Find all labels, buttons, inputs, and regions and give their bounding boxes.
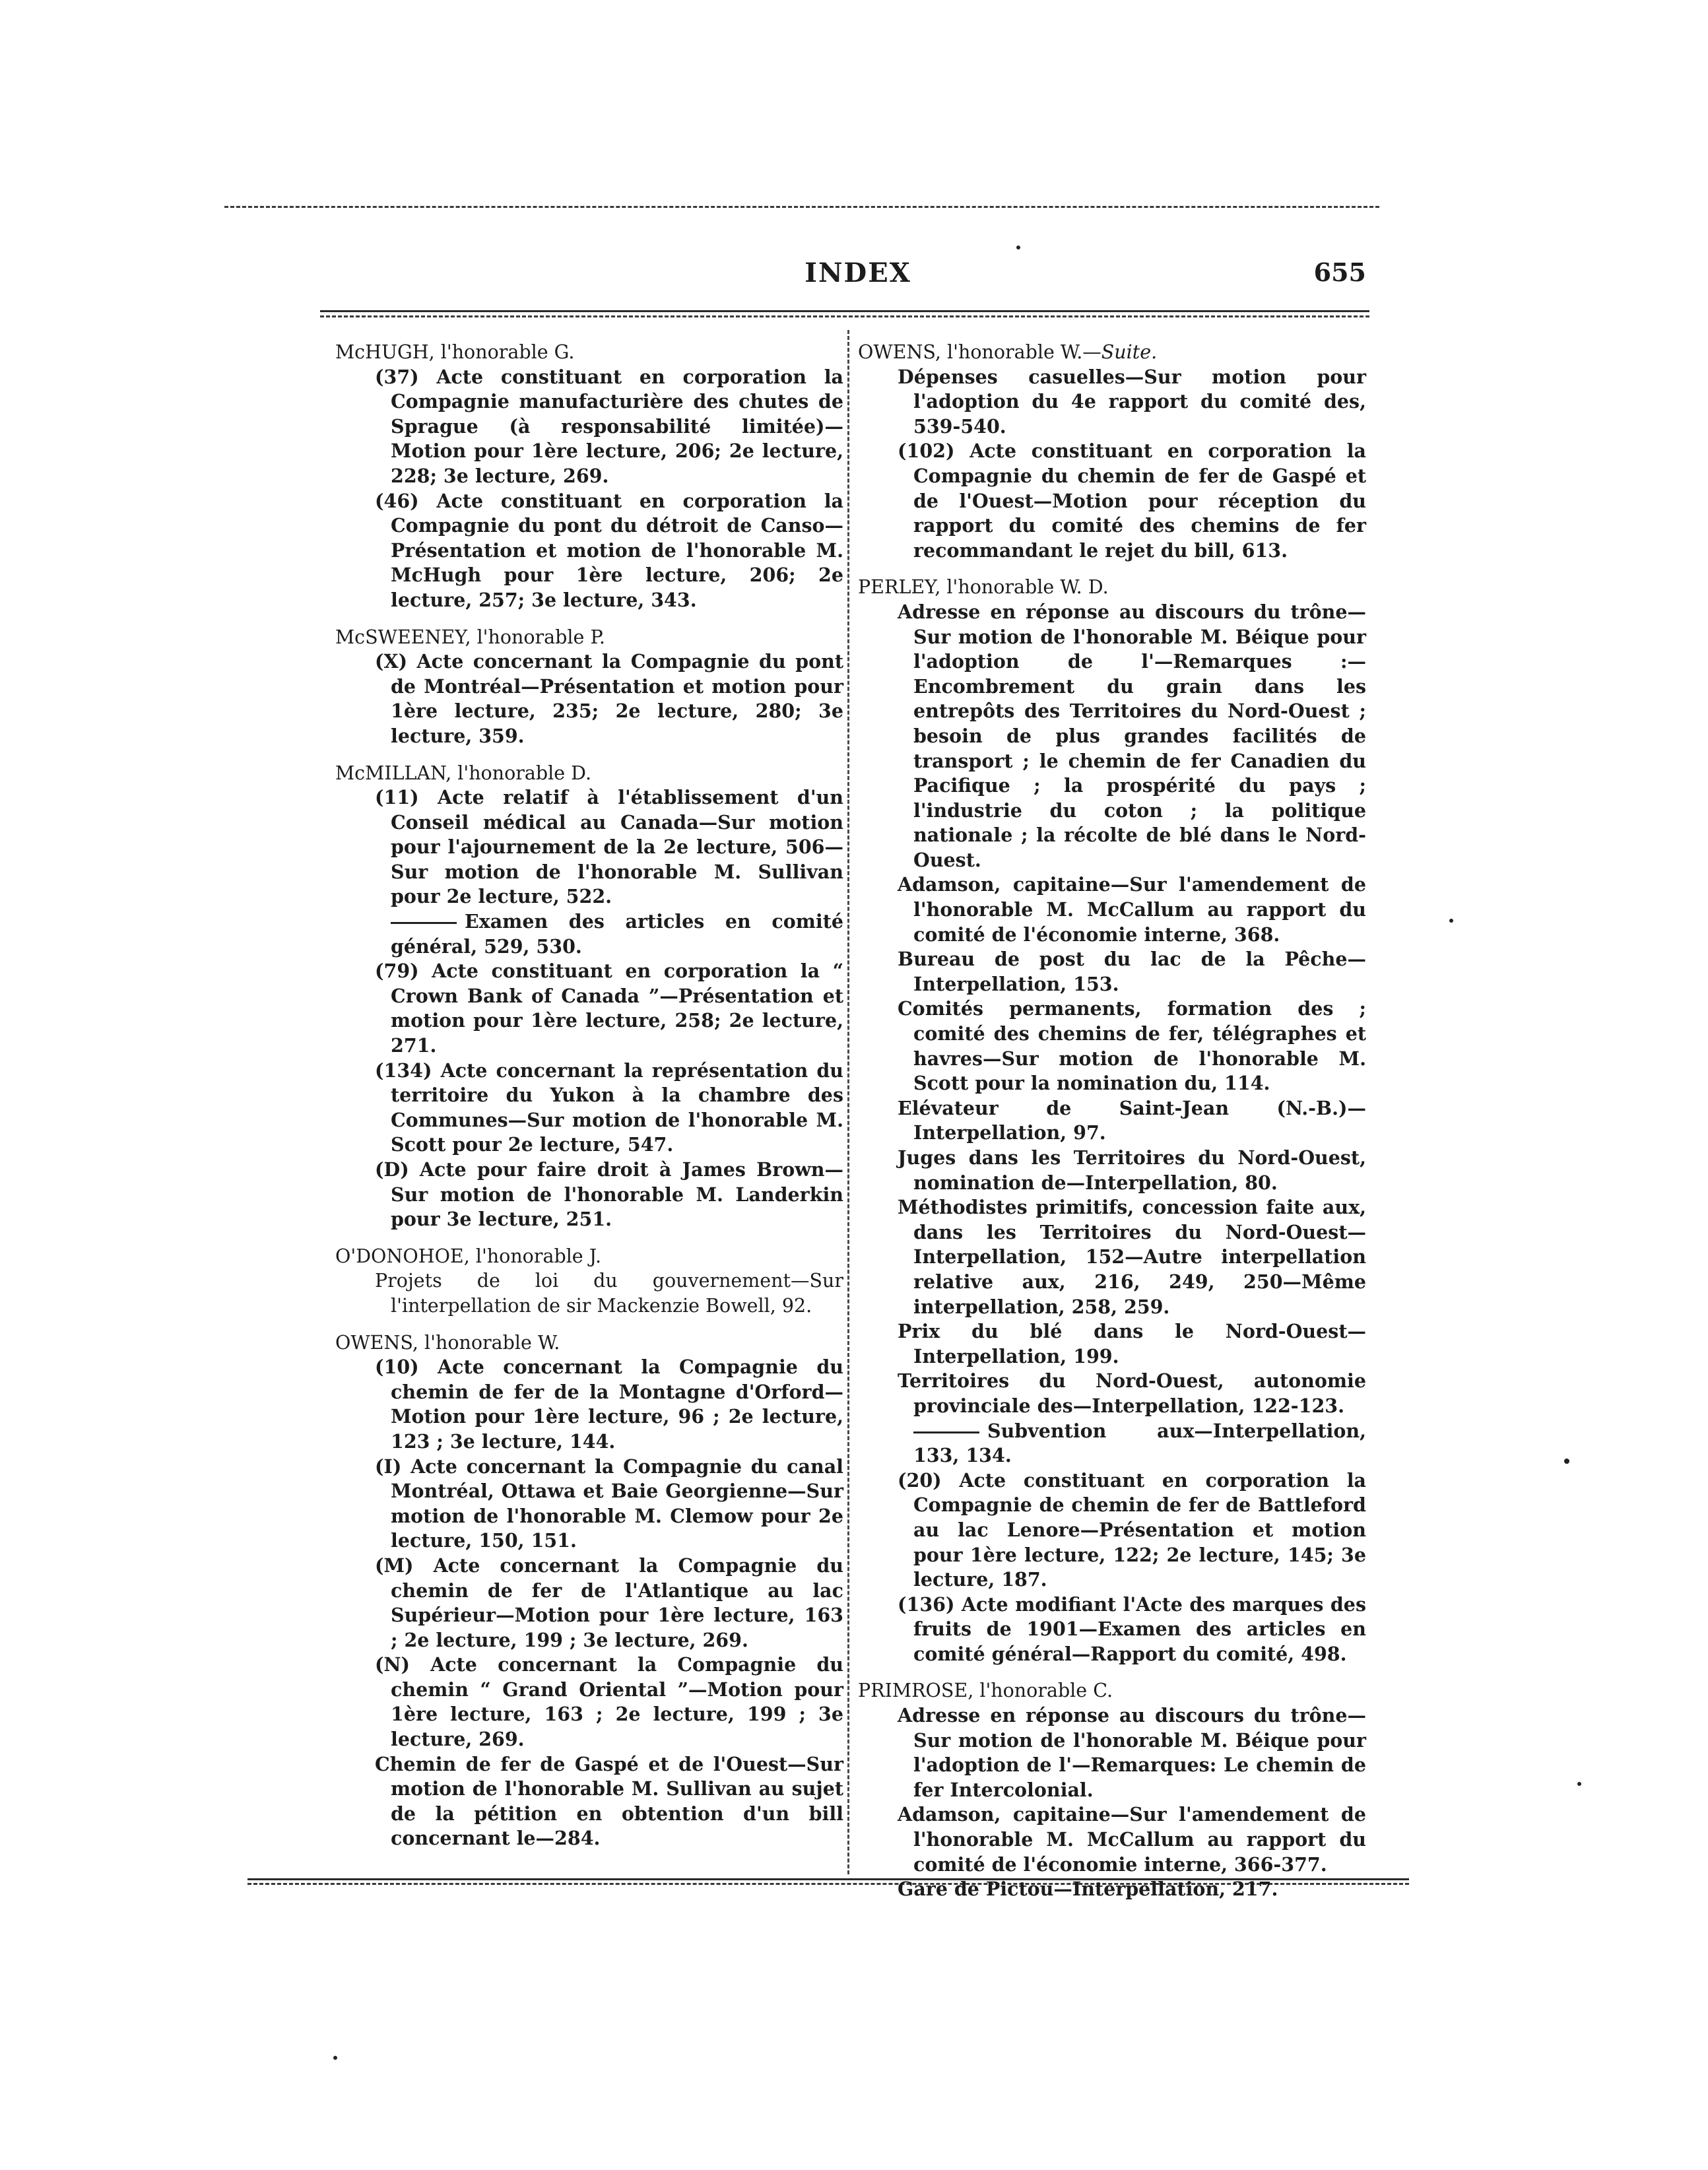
top-scan-rule: [224, 206, 1379, 208]
entry-name: McHUGH, l'honorable G.: [335, 341, 575, 363]
entry-name: PRIMROSE, l'honorable C.: [858, 1680, 1113, 1702]
entry-item: (M) Acte concernant la Compagnie du chemin de fer de l'Atlantique au lac Supérieur—Motion pour 1ère lecture, 163 ; 2e lecture, 199 ; 3e lecture, 269.: [375, 1554, 843, 1651]
entry-name: McMILLAN, l'honorable D.: [335, 762, 592, 784]
entry-item: Adamson, capitaine—Sur l'amendement de l'honorable M. McCallum au rapport du comité de l'économie interne, 366-377.: [898, 1803, 1366, 1876]
column-divider: [847, 330, 849, 1874]
entry-item: (102) Acte constituant en corporation la Compagnie du chemin de fer de Gaspé et de l'Ouest—Motion pour réception du rapport du comité des chemins de fer recommandant le rejet du bill, 613.: [898, 440, 1366, 562]
entry-name: McSWEENEY, l'honorable P.: [335, 626, 605, 648]
entry-item: Juges dans les Territoires du Nord-Ouest, nomination de—Interpellation, 80.: [898, 1146, 1366, 1194]
index-entry-odonohoe: [335, 1244, 843, 1319]
entry-item: Dépenses casuelles—Sur motion pour l'adoption du 4e rapport du comité des, 539-540.: [898, 365, 1366, 438]
entry-item: Prix du blé dans le Nord-Ouest—Interpellation, 199.: [898, 1320, 1366, 1367]
entry-item: (X) Acte concernant la Compagnie du pont de Montréal—Présentation et motion pour 1ère lecture, 235; 2e lecture, 280; 3e lecture, 359.: [375, 650, 843, 747]
entry-item: (11) Acte relatif à l'établissement d'un Conseil médical au Canada—Sur motion pour l'ajournement de la 2e lecture, 506—Sur motion de l'honorable M. Sullivan pour 2e lecture, 522.: [375, 786, 843, 908]
entry-item: Chemin de fer de Gaspé et de l'Ouest—Sur motion de l'honorable M. Sullivan au sujet de la pétition en obtention d'un bill concernant le—284.: [375, 1752, 843, 1850]
entry-item: Elévateur de Saint-Jean (N.-B.)—Interpellation, 97.: [898, 1096, 1366, 1144]
repeat-dash: [913, 1431, 979, 1433]
entry-item: Méthodistes primitifs, concession faite aux, dans les Territoires du Nord-Ouest—Interpellation, 152—Autre interpellation relative aux, 216, 249, 250—Même interpellation, 258, 259.: [898, 1196, 1366, 1318]
entry-item: Adamson, capitaine—Sur l'amendement de l'honorable M. McCallum au rapport du comité de l'économie interne, 368.: [898, 873, 1366, 946]
entry-name: [858, 340, 1366, 365]
entry-subitem-text: Examen des articles en comité général, 529, 530.: [391, 910, 843, 958]
entry-item: (136) Acte modifiant l'Acte des marques des fruits de 1901—Examen des articles en comité général—Rapport du comité, 498.: [898, 1593, 1366, 1665]
scan-speck: [1449, 919, 1453, 923]
scan-speck: [333, 2056, 337, 2060]
entry-item: (46) Acte constituant en corporation la Compagnie du pont du détroit de Canso—Présentation et motion de l'honorable M. McHugh pour 1ère lecture, 206; 2e lecture, 257; 3e lecture, 343.: [375, 489, 843, 611]
index-entry-mchugh: [335, 340, 843, 613]
index-entry-mcmillan: [335, 761, 843, 1232]
entry-item: (134) Acte concernant la représentation du territoire du Yukon à la chambre des Communes—Sur motion de l'honorable M. Scott pour 2e lecture, 547.: [375, 1059, 843, 1156]
index-entry-mcsweeney: [335, 625, 843, 749]
entry-item: Projets de loi du gouvernement—Sur l'interpellation de sir Mackenzie Bowell, 92.: [375, 1270, 843, 1317]
entry-item: (79) Acte constituant en corporation la “ Crown Bank of Canada ”—Présentation et motion pour 1ère lecture, 258; 2e lecture, 271.: [375, 960, 843, 1057]
entry-item: Territoires du Nord-Ouest, autonomie provinciale des—Interpellation, 122-123.: [898, 1369, 1366, 1417]
entry-item: Comités permanents, formation des ; comité des chemins de fer, télégraphes et havres—Sur motion de l'honorable M. Scott pour la nomination du, 114.: [898, 997, 1366, 1095]
scan-speck: [1577, 1782, 1581, 1786]
entry-item: Adresse en réponse au discours du trône—Sur motion de l'honorable M. Béique pour l'adoption de l'—Remarques :—Encombrement du grain dans les entrepôts des Territoires du Nord-Ouest ; besoin de plus grandes facilités de transport ; le chemin de fer Canadien du Pacifique ; la prospérité du pays ; l'industrie du coton ; la politique nationale ; la récolte de blé dans le Nord-Ouest.: [898, 600, 1366, 871]
page-number: 655: [1313, 257, 1366, 287]
entry-item: (D) Acte pour faire droit à James Brown—Sur motion de l'honorable M. Landerkin pour 3e lecture, 251.: [375, 1158, 843, 1231]
entry-item: Bureau de post du lac de la Pêche—Interpellation, 153.: [898, 948, 1366, 995]
entry-name: O'DONOHOE, l'honorable J.: [335, 1245, 602, 1267]
entry-subitem: [335, 909, 843, 959]
entry-item: (I) Acte concernant la Compagnie du canal Montréal, Ottawa et Baie Georgienne—Sur motion de l'honorable M. Clemow pour 2e lecture, 150, 151.: [375, 1455, 843, 1552]
repeat-dash: [391, 922, 457, 924]
entry-name-main: OWENS, l'honorable W.—: [858, 341, 1101, 363]
index-entry-primrose: [858, 1678, 1366, 1901]
scan-speck: [1016, 246, 1020, 249]
entry-item: (N) Acte concernant la Compagnie du chemin “ Grand Oriental ”—Motion pour 1ère lecture, 163 ; 2e lecture, 199 ; 3e lecture, 269.: [375, 1653, 843, 1751]
index-entry-owens: [335, 1331, 843, 1851]
right-column: [858, 340, 1366, 1914]
left-column: [335, 340, 843, 1863]
entry-item: (37) Acte constituant en corporation la Compagnie manufacturière des chutes de Sprague (à responsabilité limitée)—Motion pour 1ère lecture, 206; 2e lecture, 228; 3e lecture, 269.: [375, 365, 843, 487]
index-entry-perley: [858, 575, 1366, 1666]
page-title: INDEX: [805, 257, 911, 288]
header-rule-second: [320, 315, 1369, 317]
entry-item: (10) Acte concernant la Compagnie du chemin de fer de la Montagne d'Orford—Motion pour 1ère lecture, 96 ; 2e lecture, 123 ; 3e lecture, 144.: [375, 1356, 843, 1453]
header-rule: [320, 310, 1369, 312]
suite-label: Suite.: [1101, 341, 1158, 363]
entry-item: (20) Acte constituant en corporation la Compagnie de chemin de fer de Battleford au lac Lenore—Présentation et motion pour 1ère lecture, 122; 2e lecture, 145; 3e lecture, 187.: [898, 1468, 1366, 1591]
index-entry-owens-suite: [858, 340, 1366, 563]
entry-item: Gare de Pictou—Interpellation, 217.: [898, 1878, 1278, 1901]
entry-name: OWENS, l'honorable W.: [335, 1331, 560, 1354]
entry-name: PERLEY, l'honorable W. D.: [858, 576, 1109, 599]
entry-subitem: [858, 1419, 1366, 1468]
scan-speck: [1564, 1459, 1569, 1464]
entry-item: Adresse en réponse au discours du trône—Sur motion de l'honorable M. Béique pour l'adoption de l'—Remarques: Le chemin de fer Intercolonial.: [898, 1704, 1366, 1801]
entry-subitem-text: Subvention aux—Interpellation, 133, 134.: [913, 1419, 1366, 1467]
